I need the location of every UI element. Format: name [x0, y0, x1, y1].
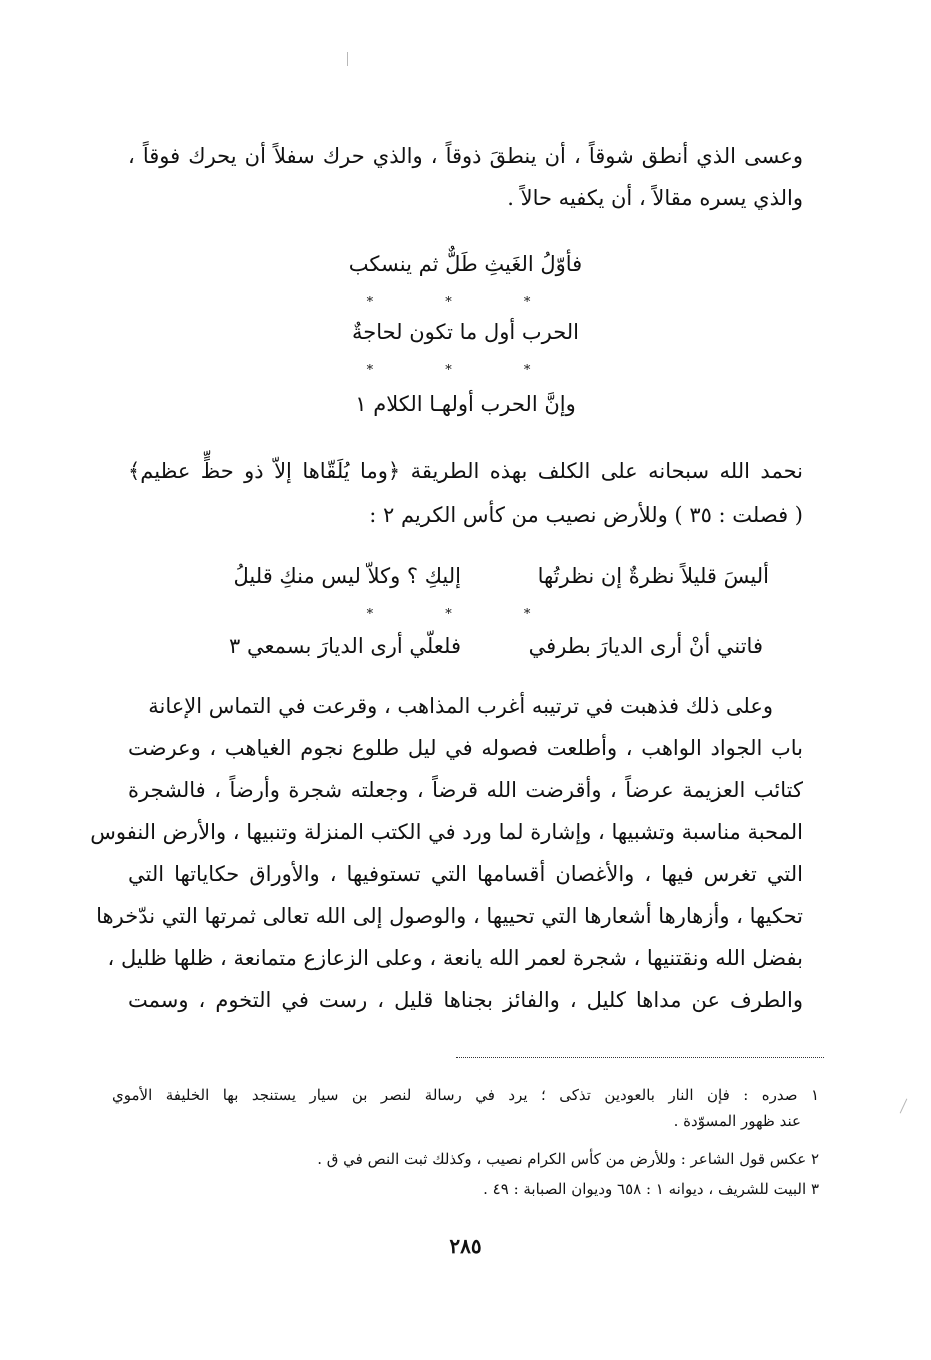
footnote-separator — [456, 1057, 824, 1058]
paragraph-3-line-1: وعلى ذلك فذهبت في ترتيبه أغرب المذاهب ، وقرعت في التماس الإعانة — [148, 694, 773, 718]
verse-separator-2: * * * — [366, 363, 565, 378]
verse-2: الحرب أول ما تكون لحاجةٌ — [351, 320, 580, 344]
footnote-3: ٣ البيت للشريف ، ديوانه ١ : ٦٥٨ وديوان الصبابة : ٤٩ . — [483, 1180, 819, 1198]
paragraph-3-line-5: التي تغرس فيها ، والأغصان أقسامها التي تستوفيها ، والأوراق حكاياتها التي — [128, 862, 803, 886]
poem-line-2-first-hemistich: فاتني أنْ أرى الديارَ بطرفي — [528, 634, 763, 658]
paragraph-3-line-7: بفضل الله ونقتنيها ، شجرة لعمر الله يانعة ، وعلى الزعازع متمانعة ، ظلها ظليل ، — [107, 946, 803, 970]
verse-separator-1: * * * — [366, 295, 565, 310]
paragraph-1-line-1: وعسى الذي أنطق شوقاً ، أن ينطقَ ذوقاً ، والذي حرك سفلاً أن يحرك فوقاً ، — [128, 144, 803, 168]
verse-3: وإنَّ الحرب أولهـا الكلام ١ — [355, 392, 576, 416]
paragraph-2-line-2: ( فصلت : ٣٥ ) وللأرض نصيب من كأس الكريم ٢ : — [369, 503, 803, 527]
paragraph-3-line-8: والطرف عن مداها كليل ، والفائز بجناها قليل ، رست في التخوم ، وسمت — [128, 988, 803, 1012]
paragraph-3-line-4: المحبة مناسبة وتشبيها ، وإشارة لما ورد في الكتب المنزلة وتنبيها ، والأرض النفوس — [90, 820, 803, 844]
poem-line-2-second-hemistich: فلعلّي أرى الديارَ بسمعي ٣ — [229, 634, 461, 658]
scan-mark — [347, 52, 348, 66]
paragraph-2-line-1: نحمد الله سبحانه على الكلف بهذه الطريقة ﴿وما يُلَقّاها إلاّ ذو حظٍّ عظيم﴾ — [128, 459, 803, 483]
footnote-1: ١ صدره : فإن النار بالعودين تذكى ؛ يرد في رسالة لنصر بن سيار يستنجد بها الخليفة الأموي — [112, 1086, 819, 1104]
paragraph-3-line-3: كتائب العزيمة عرضاً ، وأقرضت الله قرضاً ، وجعلته شجرة وأرضاً ، فالشجرة — [128, 778, 803, 802]
paragraph-3-line-2: باب الجواد الواهب ، وأطلعت فصوله في ليل طلوع نجوم الغياهب ، وعرضت — [128, 736, 803, 760]
paragraph-1-line-2: والذي يسره مقالاً ، أن يكفيه حالاً . — [507, 186, 803, 210]
footnote-1-continued: عند ظهور المسوّدة . — [673, 1112, 801, 1130]
paragraph-3-line-6: تحكيها ، وأزهارها أشعارها التي تحييها ، والوصول إلى الله تعالى ثمرتها التي ندّخرها — [96, 904, 803, 928]
footnote-2: ٢ عكس قول الشاعر : وللأرض من كأس الكرام نصيب ، وكذلك ثبت النص في ق . — [317, 1150, 819, 1168]
scan-mark — [900, 1099, 908, 1114]
poem-line-1-first-hemistich: أليسَ قليلاً نظرةٌ إن نظرتُها — [537, 564, 769, 588]
poem-line-1-second-hemistich: إليكِ ؟ وكلاّ ليس منكِ قليلُ — [233, 564, 461, 588]
verse-1: فأوّلُ الغَيثِ طَلٌّ ثم ينسكب — [348, 252, 583, 276]
page-number: ٢٨٥ — [449, 1234, 482, 1258]
verse-separator-3: * * * — [366, 607, 565, 622]
